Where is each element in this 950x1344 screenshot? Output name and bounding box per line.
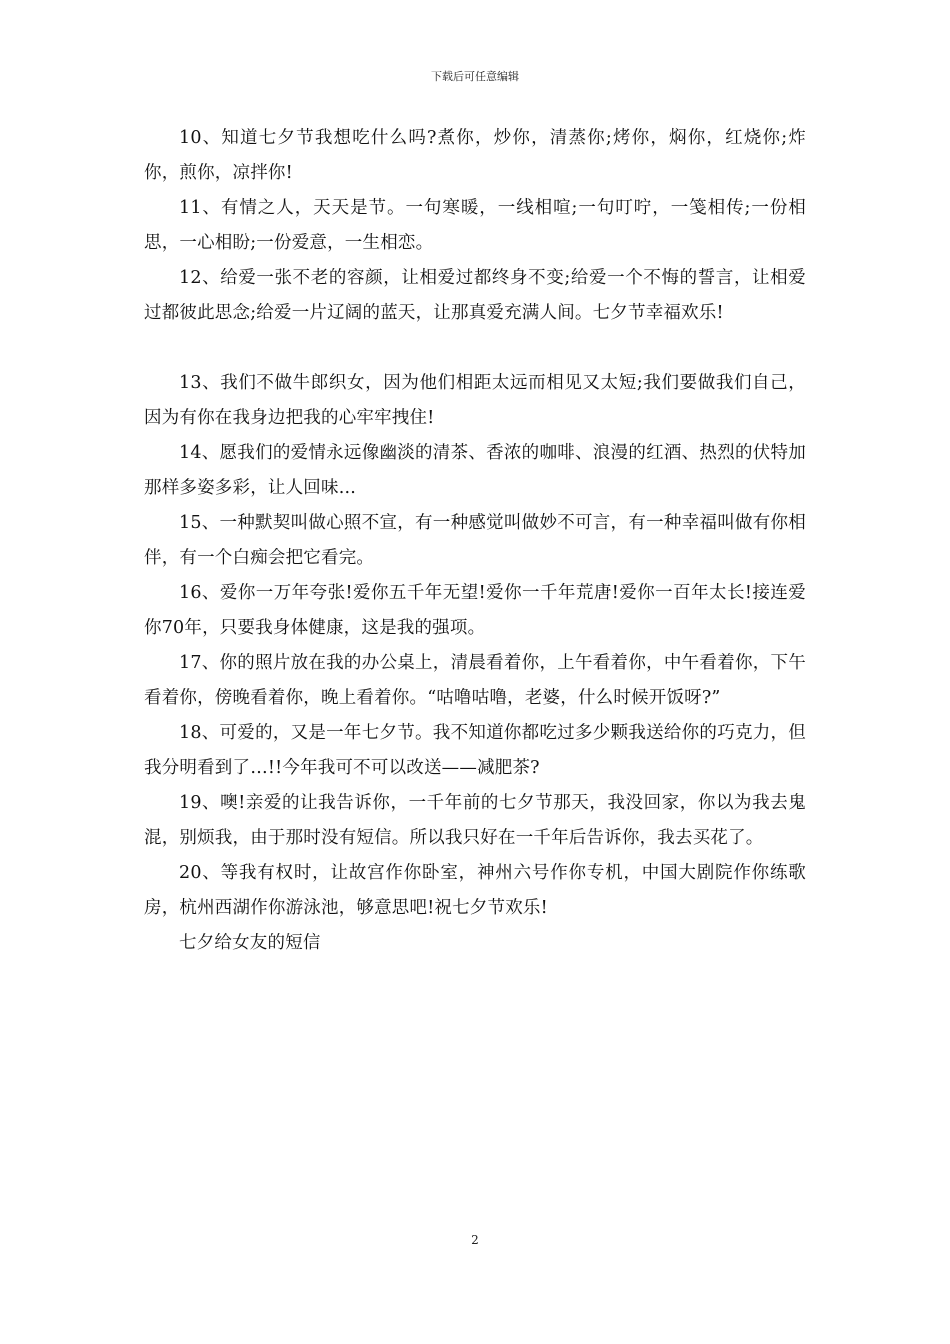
section-title: 七夕给女友的短信 — [179, 933, 321, 953]
paragraph-15: 15、一种默契叫做心照不宣，有一种感觉叫做妙不可言，有一种幸福叫做有你相伴，有一个白痴会把它看完。 — [144, 513, 806, 568]
paragraph-12: 12、给爱一张不老的容颜，让相爱过都终身不变;给爱一个不悔的誓言，让相爱过都彼此思念;给爱一片辽阔的蓝天，让那真爱充满人间。七夕节幸福欢乐! — [144, 268, 806, 323]
page-number: 2 — [471, 1233, 479, 1247]
paragraph-17: 17、你的照片放在我的办公桌上，清晨看着你，上午看着你，中午看着你，下午看着你，傍晚看着你，晚上看着你。“咕噜咕噜，老婆，什么时候开饭呀?” — [144, 653, 806, 708]
paragraph-11: 11、有情之人，天天是节。一句寒暖，一线相喧;一句叮咛，一笺相传;一份相思，一心相盼;一份爱意，一生相恋。 — [144, 198, 806, 253]
paragraph-18: 18、可爱的，又是一年七夕节。我不知道你都吃过多少颗我送给你的巧克力，但我分明看到了…!!今年我可不可以改送——减肥茶? — [144, 723, 806, 778]
paragraph-16: 16、爱你一万年夸张!爱你五千年无望!爱你一千年荒唐!爱你一百年太长!接连爱你70年，只要我身体健康，这是我的强项。 — [144, 583, 806, 638]
document-body — [144, 121, 806, 961]
paragraph-13: 13、我们不做牛郎织女，因为他们相距太远而相见又太短;我们要做我们自己，因为有你在我身边把我的心牢牢拽住! — [144, 373, 806, 428]
paragraph-10: 10、知道七夕节我想吃什么吗?煮你，炒你，清蒸你;烤你，焖你，红烧你;炸你，煎你，凉拌你! — [144, 128, 806, 183]
paragraph-14: 14、愿我们的爱情永远像幽淡的清茶、香浓的咖啡、浪漫的红酒、热烈的伏特加那样多姿多彩，让人回味... — [144, 443, 806, 498]
paragraph-19: 19、噢!亲爱的让我告诉你，一千年前的七夕节那天，我没回家，你以为我去鬼混，别烦我，由于那时没有短信。所以我只好在一千年后告诉你，我去买花了。 — [144, 793, 806, 848]
page-header: 下载后可任意编辑 — [431, 70, 519, 83]
paragraph-20: 20、等我有权时，让故宫作你卧室，神州六号作你专机，中国大剧院作你练歌房，杭州西湖作你游泳池，够意思吧!祝七夕节欢乐! — [144, 863, 806, 918]
